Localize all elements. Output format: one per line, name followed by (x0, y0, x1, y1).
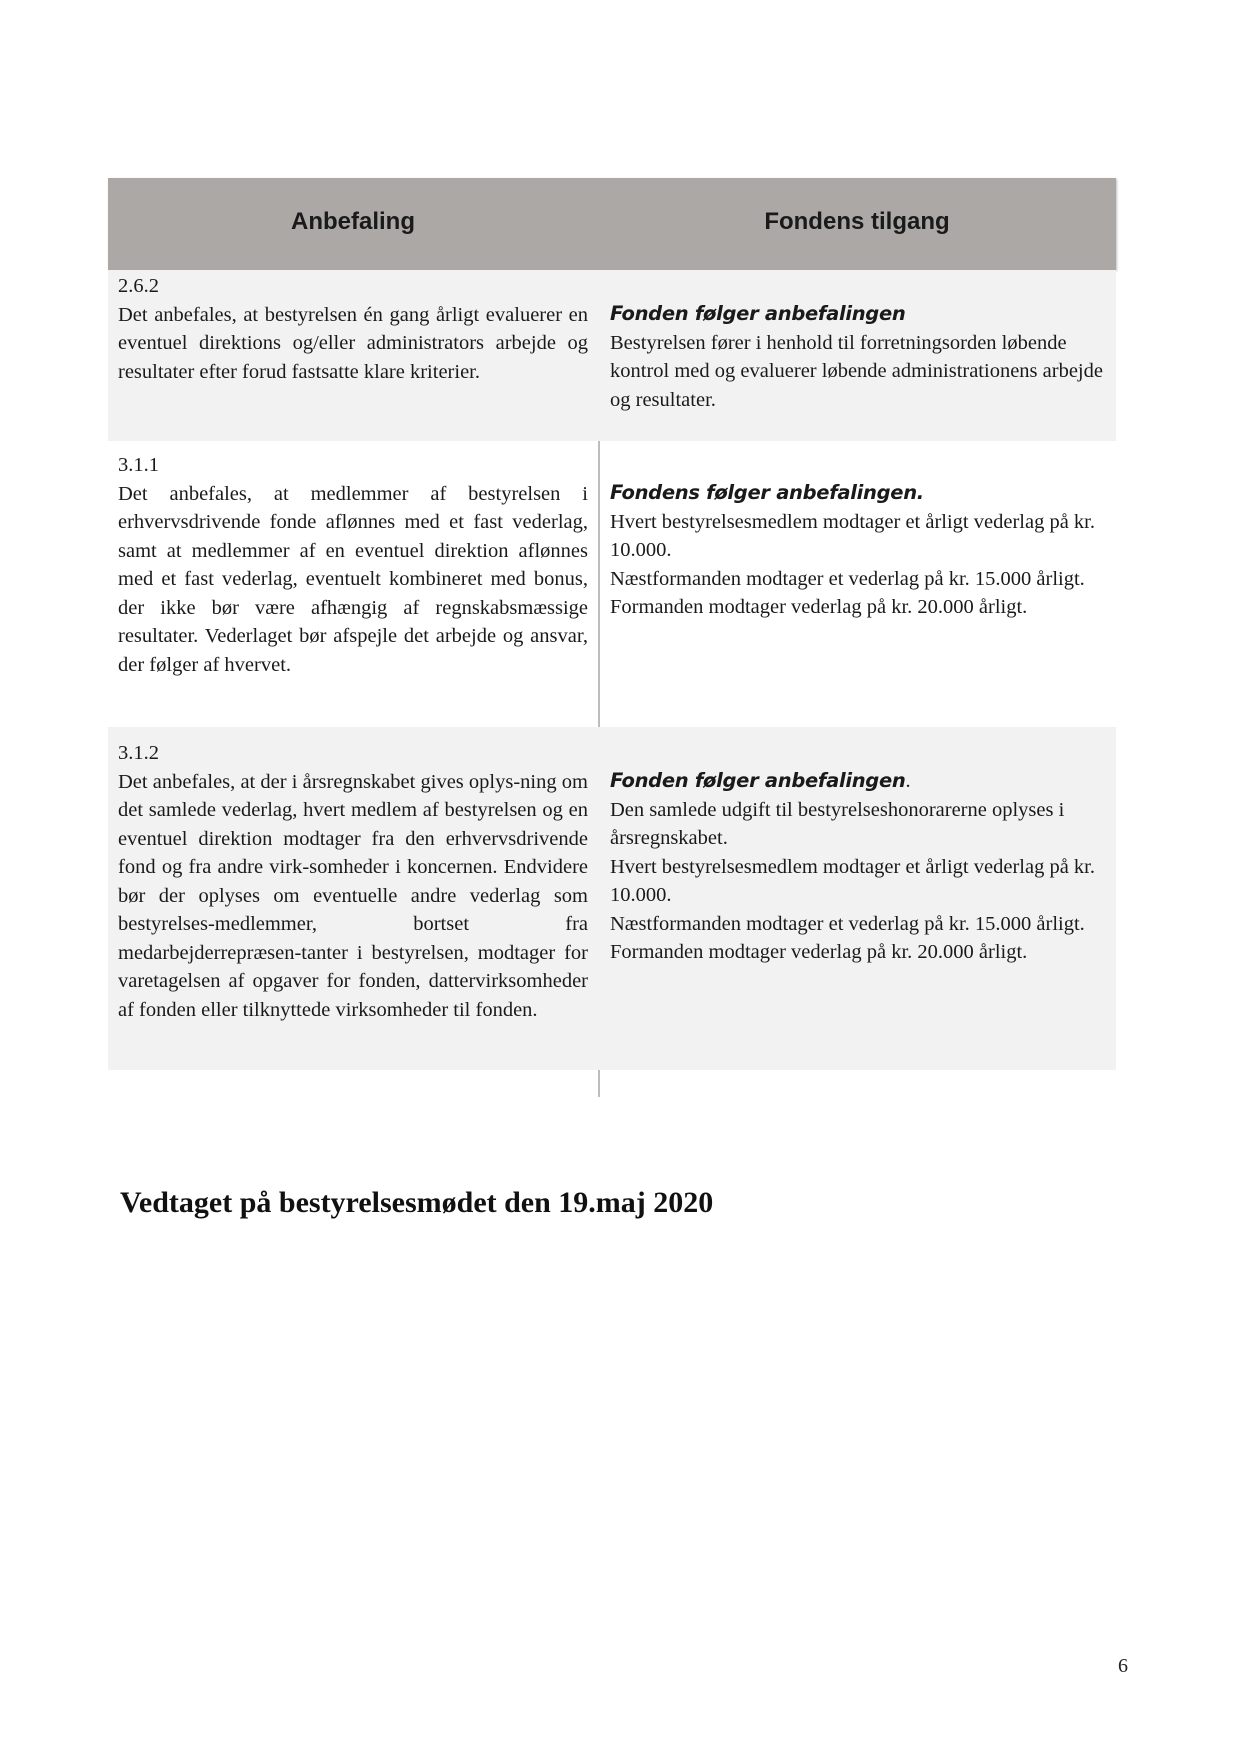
approach-line: Hvert bestyrelsesmedlem modtager et årligt vederlag på kr. 10.000. (610, 855, 1095, 906)
approach-cell (598, 451, 1116, 727)
recommendation-number: 3.1.2 (118, 742, 159, 764)
recommendation-cell (108, 739, 598, 1070)
compliance-status: Fonden følger anbefalingen (610, 769, 906, 792)
table-row (108, 441, 1116, 727)
adoption-statement: Vedtaget på bestyrelsesmødet den 19.maj 2020 (120, 1186, 714, 1219)
approach-line: Den samlede udgift til bestyrelseshonorarerne oplyses i årsregnskabet. (610, 798, 1065, 849)
recommendation-text: Det anbefales, at bestyrelsen én gang årligt evaluerer en eventuel direktions og/eller administrators arbejde og resultater efter forud fastsatte klare kriterier. (118, 303, 588, 383)
approach-line: Bestyrelsen fører i henhold til forretningsorden løbende kontrol med og evaluerer løbende administrationens arbejde og resultater. (610, 331, 1103, 411)
table-row (108, 270, 1116, 441)
table-row (108, 727, 1116, 1070)
approach-line: Hvert bestyrelsesmedlem modtager et årligt vederlag på kr. 10.000. (610, 510, 1095, 561)
status-suffix: . (905, 770, 911, 792)
recommendation-number: 2.6.2 (118, 275, 159, 297)
compliance-status: Fonden følger anbefalingen (610, 302, 906, 325)
recommendations-table (108, 178, 1116, 1070)
table-header (108, 178, 1116, 270)
recommendation-cell (108, 451, 598, 727)
approach-line: Formanden modtager vederlag på kr. 20.000 årligt. (610, 941, 1028, 963)
approach-cell (598, 739, 1116, 1070)
page-number: 6 (1118, 1655, 1128, 1677)
recommendation-text: Det anbefales, at der i årsregnskabet gives oplys-ning om det samlede vederlag, hvert medlem af bestyrelsen og en eventuel direktion modtager fra den erhvervsdrivende fond og fra andre virk-somheder i koncernen. Endvidere bør der oplyses om eventuelle andre vederlag som bestyrelses-medlemmer, bortset fra medarbejderrepræsen-tanter i bestyrelsen, modtager for varetagelsen af opgaver for fonden, dattervirksomheder af fonden eller tilknyttede virksomheder til fonden. (118, 770, 588, 1021)
header-fund-approach: Fondens tilgang (764, 208, 950, 235)
header-recommendation: Anbefaling (291, 208, 415, 235)
compliance-status: Fondens følger anbefalingen. (610, 481, 924, 504)
approach-line: Næstformanden modtager et vederlag på kr. 15.000 årligt. (610, 912, 1085, 935)
approach-line: Næstformanden modtager et vederlag på kr. 15.000 årligt. (610, 567, 1085, 590)
recommendation-text: Det anbefales, at medlemmer af bestyrelsen i erhvervsdrivende fonde aflønnes med et fast vederlag, samt at medlemmer af en eventuel direktion aflønnes med et fast vederlag, eventuelt kombineret med bonus, der ikke bør være afhængig af regnskabsmæssige resultater. Vederlaget bør afspejle det arbejde og ansvar, der følger af hvervet. (118, 482, 588, 676)
recommendation-cell (108, 272, 598, 441)
approach-line: Formanden modtager vederlag på kr. 20.000 årligt. (610, 596, 1028, 618)
approach-cell (598, 272, 1116, 441)
recommendation-number: 3.1.1 (118, 454, 159, 476)
